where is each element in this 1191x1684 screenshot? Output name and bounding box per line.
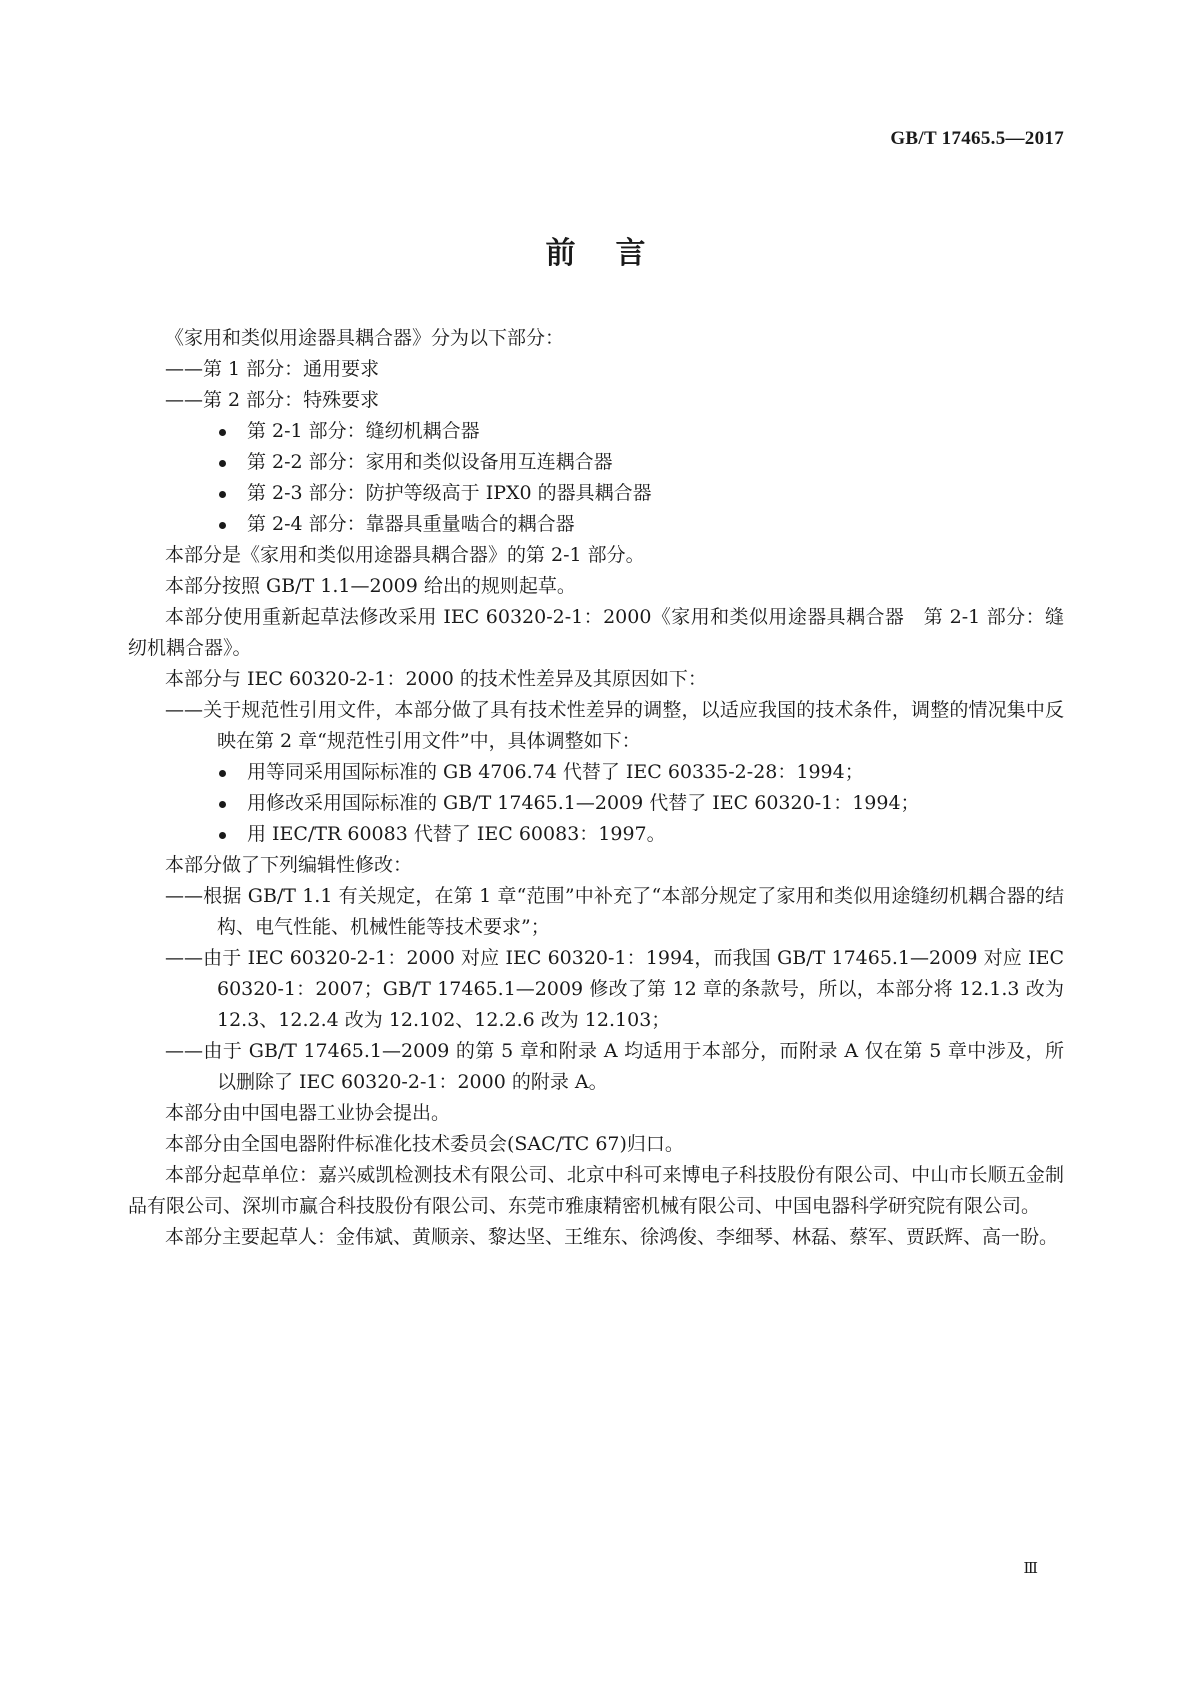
bullet-icon bbox=[219, 770, 226, 777]
paragraph-proposer: 本部分由中国电器工业协会提出。 bbox=[165, 1102, 451, 1124]
bullet-icon bbox=[219, 429, 226, 436]
bullet-text: 第 2-1 部分：缝纫机耦合器 bbox=[247, 420, 480, 442]
paragraph-drafters: 本部分主要起草人：金伟斌、黄顺亲、黎达坚、王维东、徐鸿俊、李细琴、林磊、蔡军、贾跃辉、高一盼。 bbox=[165, 1226, 1059, 1248]
bullet-item bbox=[128, 478, 1064, 509]
bullet-item bbox=[128, 416, 1064, 447]
bullet-text: 用等同采用国际标准的 GB 4706.74 代替了 IEC 60335-2-28：1994； bbox=[247, 761, 864, 783]
page-title: 前言 bbox=[545, 236, 686, 271]
page-number: Ⅲ bbox=[1023, 1561, 1038, 1577]
dash-item-annex-a: ——由于 GB/T 17465.1—2009 的第 5 章和附录 A 均适用于本部分，而附录 A 仅在第 5 章中涉及，所以删除了 IEC 60320-2-1：2000 的附录 A。 bbox=[165, 1040, 1064, 1093]
bullet-item bbox=[128, 788, 1064, 819]
bullet-text: 第 2-4 部分：靠器具重量啮合的耦合器 bbox=[247, 513, 575, 535]
bullet-icon bbox=[219, 801, 226, 808]
bullet-item bbox=[128, 509, 1064, 540]
dash-item-part2: ——第 2 部分：特殊要求 bbox=[165, 389, 380, 411]
bullet-text: 第 2-2 部分：家用和类似设备用互连耦合器 bbox=[247, 451, 613, 473]
standard-code: GB/T 17465.5—2017 bbox=[890, 128, 1064, 149]
paragraph-adoption: 本部分使用重新起草法修改采用 IEC 60320-2-1：2000《家用和类似用途器具耦合器 第 2-1 部分：缝纫机耦合器》。 bbox=[128, 606, 1064, 659]
foreword-body bbox=[128, 323, 1064, 1253]
dash-item-part1: ——第 1 部分：通用要求 bbox=[165, 358, 380, 380]
dash-item-normative-refs: ——关于规范性引用文件，本部分做了具有技术性差异的调整，以适应我国的技术条件，调整的情况集中反映在第 2 章“规范性引用文件”中，具体调整如下： bbox=[165, 699, 1064, 752]
bullet-text: 用 IEC/TR 60083 代替了 IEC 60083：1997。 bbox=[247, 823, 666, 845]
paragraph-drafting-rules: 本部分按照 GB/T 1.1—2009 给出的规则起草。 bbox=[165, 575, 576, 597]
bullet-item bbox=[128, 757, 1064, 788]
paragraph-parts-intro: 《家用和类似用途器具耦合器》分为以下部分： bbox=[165, 327, 565, 349]
bullet-item bbox=[128, 447, 1064, 478]
bullet-icon bbox=[219, 460, 226, 467]
paragraph-drafting-units: 本部分起草单位：嘉兴威凯检测技术有限公司、北京中科可来博电子科技股份有限公司、中山市长顺五金制品有限公司、深圳市赢合科技股份有限公司、东莞市雅康精密机械有限公司、中国电器科学研究院有限公司。 bbox=[128, 1164, 1064, 1217]
paragraph-technical-committee: 本部分由全国电器附件标准化技术委员会(SAC/TC 67)归口。 bbox=[165, 1133, 684, 1155]
bullet-icon bbox=[219, 522, 226, 529]
bullet-icon bbox=[219, 491, 226, 498]
bullet-icon bbox=[219, 832, 226, 839]
dash-item-clause-numbers: ——由于 IEC 60320-2-1：2000 对应 IEC 60320-1：1994，而我国 GB/T 17465.1—2009 对应 IEC 60320-1：2007；GB/T 17465.1—2009 修改了第 12 章的条款号，所以，本部分将 12.1.3 改为 12.3、12.2.4 改为 12.102、12.2.6 改为 12.103； bbox=[165, 947, 1064, 1031]
bullet-text: 第 2-3 部分：防护等级高于 IPX0 的器具耦合器 bbox=[247, 482, 652, 504]
dash-item-scope: ——根据 GB/T 1.1 有关规定，在第 1 章“范围”中补充了“本部分规定了家用和类似用途缝纫机耦合器的结构、电气性能、机械性能等技术要求”； bbox=[165, 885, 1064, 938]
bullet-item bbox=[128, 819, 1064, 850]
bullet-text: 用修改采用国际标准的 GB/T 17465.1—2009 代替了 IEC 60320-1：1994； bbox=[247, 792, 920, 814]
paragraph-part-statement: 本部分是《家用和类似用途器具耦合器》的第 2-1 部分。 bbox=[165, 544, 645, 566]
paragraph-editorial-changes: 本部分做了下列编辑性修改： bbox=[165, 854, 413, 876]
paragraph-technical-differences: 本部分与 IEC 60320-2-1：2000 的技术性差异及其原因如下： bbox=[165, 668, 707, 690]
